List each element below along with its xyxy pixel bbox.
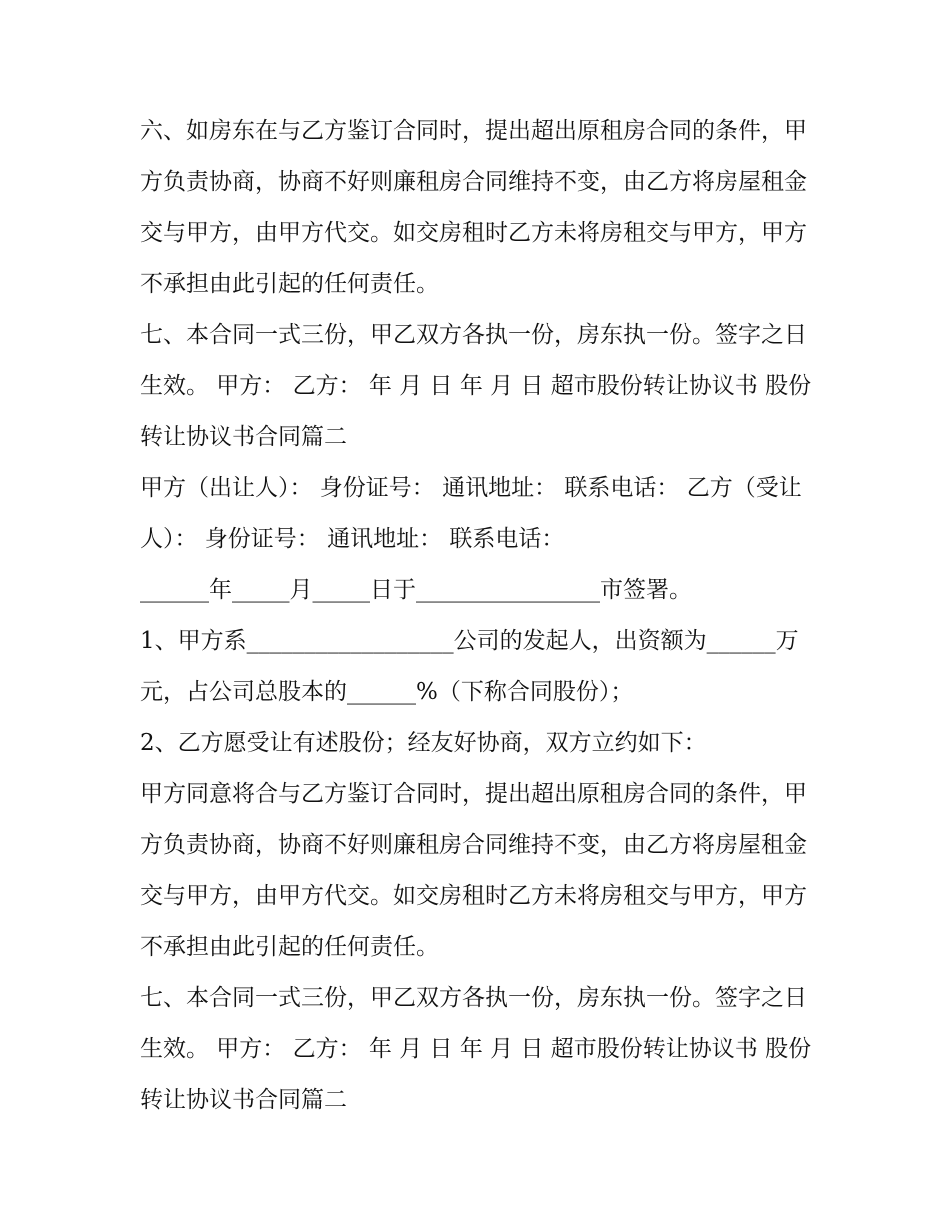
paragraph-clause-7-repeat: 七、本合同一式三份，甲乙双方各执一份，房东执一份。签字之日生效。 甲方： 乙方： 年 月 日 年 月 日 超市股份转让协议书 股份转让协议书合同篇二 [140,985,812,1113]
paragraph-item-1: 1、甲方系__________________公司的发起人，出资额为______万元，占公司总股本的______%（下称合同股份）； [140,628,799,705]
paragraph-agreement: 甲方同意将合与乙方鉴订合同时，提出超出原租房合同的条件，甲方负责协商，协商不好则廉租房合同维持不变，由乙方将房屋租金交与甲方，由甲方代交。如交房租时乙方未将房租交与甲方，甲方不承担由此引起的任何责任。 [140,781,807,960]
document-page [140,106,820,1126]
paragraph-parties: 甲方（出让人）： 身份证号： 通讯地址： 联系电话： 乙方（受让人）： 身份证号： 通讯地址： 联系电话： [140,475,802,552]
paragraph-clause-6: 六、如房东在与乙方鉴订合同时，提出超出原租房合同的条件，甲方负责协商，协商不好则廉租房合同维持不变，由乙方将房屋租金交与甲方，由甲方代交。如交房租时乙方未将房租交与甲方，甲方不承担由此引起的任何责任。 [140,118,807,297]
paragraph-signing-date: ______年_____月_____日于________________市签署。 [140,577,692,603]
paragraph-clause-7: 七、本合同一式三份，甲乙双方各执一份，房东执一份。签字之日生效。 甲方： 乙方： 年 月 日 年 月 日 超市股份转让协议书 股份转让协议书合同篇二 [140,322,812,450]
paragraph-item-2: 2、乙方愿受让有述股份；经友好协商，双方立约如下： [140,730,707,756]
